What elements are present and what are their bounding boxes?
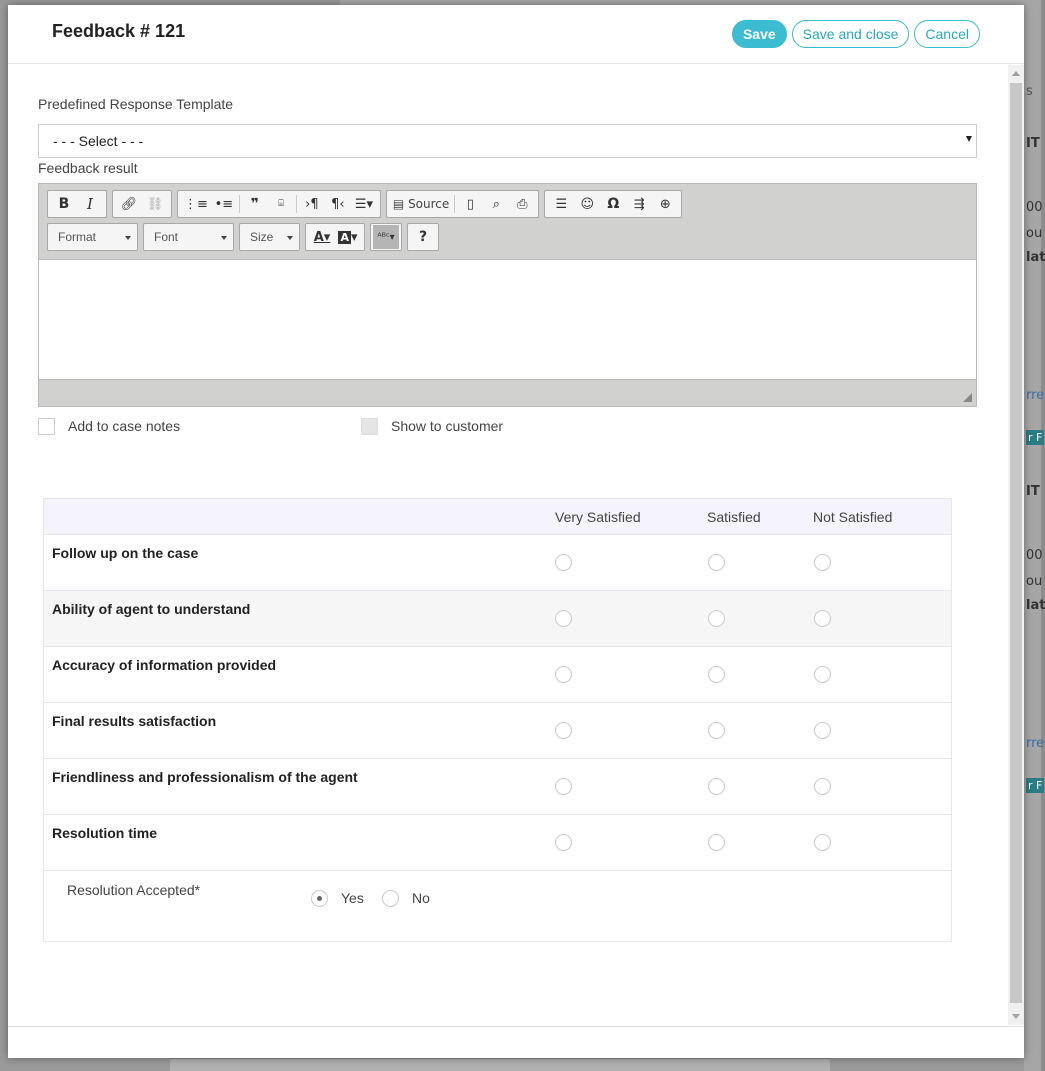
radio-very-satisfied[interactable] xyxy=(555,554,572,571)
background-bottom xyxy=(170,1058,830,1071)
survey-row xyxy=(44,591,951,647)
radio-satisfied[interactable] xyxy=(708,834,725,851)
radio-very-satisfied[interactable] xyxy=(555,610,572,627)
special-char-icon[interactable]: Ω xyxy=(607,196,620,212)
radio-satisfied[interactable] xyxy=(708,666,725,683)
toolbar-separator xyxy=(239,195,240,213)
radio-satisfied[interactable] xyxy=(708,722,725,739)
toolbar-group-insert xyxy=(544,190,682,218)
chevron-down-icon xyxy=(221,236,227,240)
radio-satisfied[interactable] xyxy=(708,610,725,627)
save-and-close-button[interactable]: Save and close xyxy=(792,20,910,48)
spellcheck-icon[interactable]: ᴬᴮᶜ▾ xyxy=(373,225,399,249)
format-dropdown[interactable] xyxy=(47,223,138,251)
survey-header xyxy=(44,499,951,535)
background-color-icon[interactable]: A ▾ xyxy=(340,229,358,245)
radio-very-satisfied[interactable] xyxy=(555,666,572,683)
satisfaction-survey xyxy=(43,498,952,942)
link-icon[interactable]: 🔗︎ xyxy=(120,196,138,212)
bg-fragment: r F xyxy=(1028,779,1043,792)
font-dropdown[interactable] xyxy=(143,223,234,251)
rtl-direction-icon[interactable]: ¶‹ xyxy=(331,196,345,212)
modal-scrollbar[interactable] xyxy=(1008,65,1024,1025)
column-very-satisfied: Very Satisfied xyxy=(555,509,641,525)
bg-fragment: s xyxy=(1026,84,1033,99)
text-color-icon[interactable]: A▾ xyxy=(313,229,331,245)
question-label: Final results satisfaction xyxy=(52,713,217,729)
rich-text-editor xyxy=(38,183,977,407)
radio-very-satisfied[interactable] xyxy=(555,722,572,739)
survey-row xyxy=(44,815,951,871)
chevron-down-icon xyxy=(125,236,131,240)
bg-fragment: rre xyxy=(1026,736,1045,751)
modal-body xyxy=(8,65,1008,1025)
bg-fragment: ou xyxy=(1026,226,1043,241)
format-dropdown-label: Format xyxy=(58,230,97,244)
toolbar-separator xyxy=(296,195,297,213)
radio-not-satisfied[interactable] xyxy=(814,554,831,571)
template-select-value: - - - Select - - - xyxy=(53,133,144,149)
column-not-satisfied: Not Satisfied xyxy=(813,509,893,525)
resolution-yes-radio[interactable] xyxy=(311,890,328,907)
source-icon: ▤ xyxy=(392,197,409,211)
toolbar-group-colors xyxy=(305,223,365,251)
modal-header xyxy=(8,5,1024,64)
toolbar-group-lists xyxy=(177,190,381,218)
div-container-icon[interactable]: ⌸ xyxy=(278,199,284,209)
question-label: Ability of agent to understand xyxy=(52,601,251,617)
scroll-down-icon[interactable] xyxy=(1012,1014,1020,1019)
survey-row xyxy=(44,535,951,591)
toolbar-group-help xyxy=(407,223,439,251)
page-break-icon[interactable]: ⇶ xyxy=(633,196,645,212)
add-to-case-notes-label: Add to case notes xyxy=(68,418,181,434)
resolution-accepted-label: Resolution Accepted* xyxy=(67,882,201,898)
bg-fragment: 00 xyxy=(1026,200,1043,215)
question-label: Resolution time xyxy=(52,825,158,841)
smiley-icon[interactable]: ☺ xyxy=(580,196,595,212)
toolbar-group-links xyxy=(112,190,172,218)
save-button[interactable]: Save xyxy=(732,20,787,48)
horizontal-rule-icon[interactable]: ☰ xyxy=(555,196,568,212)
radio-very-satisfied[interactable] xyxy=(555,778,572,795)
scroll-up-icon[interactable] xyxy=(1012,71,1020,76)
template-select[interactable] xyxy=(38,124,977,158)
ltr-direction-icon[interactable]: ›¶ xyxy=(305,196,319,212)
template-label: Predefined Response Template xyxy=(38,96,234,112)
question-label: Follow up on the case xyxy=(52,545,199,561)
survey-row xyxy=(44,703,951,759)
toolbar-separator xyxy=(454,195,455,213)
column-satisfied: Satisfied xyxy=(707,509,761,525)
radio-satisfied[interactable] xyxy=(708,554,725,571)
show-to-customer-label: Show to customer xyxy=(391,418,504,434)
editor-toolbar-row-1 xyxy=(47,190,682,218)
preview-icon[interactable]: ⌕ xyxy=(492,196,500,212)
resize-handle-icon[interactable] xyxy=(963,393,972,402)
show-to-customer-checkbox[interactable] xyxy=(361,418,378,435)
toolbar-group-document xyxy=(386,190,539,218)
font-dropdown-label: Font xyxy=(154,230,179,244)
bg-fragment: lat xyxy=(1026,250,1045,265)
bg-fragment: IT xyxy=(1026,136,1040,151)
radio-satisfied[interactable] xyxy=(708,778,725,795)
size-dropdown[interactable] xyxy=(239,223,300,251)
align-dropdown-icon[interactable]: ☰▾ xyxy=(354,196,373,212)
italic-button[interactable]: I xyxy=(87,195,93,213)
scroll-thumb[interactable] xyxy=(1010,83,1022,1003)
survey-row xyxy=(44,647,951,703)
resolution-yes-label: Yes xyxy=(341,890,364,906)
question-label: Friendliness and professionalism of the agent xyxy=(52,769,358,785)
source-button[interactable] xyxy=(390,192,452,216)
bg-fragment: r F xyxy=(1028,431,1043,444)
editor-content-area[interactable] xyxy=(39,259,976,380)
new-page-icon[interactable]: ▯ xyxy=(466,196,474,212)
bg-fragment: 00 xyxy=(1026,548,1043,563)
radio-not-satisfied[interactable] xyxy=(814,610,831,627)
feedback-modal xyxy=(8,5,1024,1058)
toolbar-group-basic xyxy=(47,190,107,218)
header-buttons xyxy=(732,20,980,48)
question-label: Accuracy of information provided xyxy=(52,657,277,673)
print-icon[interactable]: ⎙ xyxy=(517,196,528,212)
add-to-case-notes-checkbox[interactable] xyxy=(38,418,55,435)
chevron-down-icon xyxy=(287,236,293,240)
resolution-no-label: No xyxy=(412,890,430,906)
radio-not-satisfied[interactable] xyxy=(814,722,831,739)
radio-not-satisfied[interactable] xyxy=(814,834,831,851)
feedback-result-label: Feedback result xyxy=(38,160,138,176)
resolution-accepted-row xyxy=(44,871,951,941)
survey-row xyxy=(44,759,951,815)
radio-not-satisfied[interactable] xyxy=(814,666,831,683)
blockquote-icon[interactable]: ❞ xyxy=(250,196,260,212)
resolution-no-radio[interactable] xyxy=(382,890,399,907)
unlink-icon[interactable]: ⛓︎ xyxy=(146,196,164,212)
bg-fragment: rre xyxy=(1026,388,1045,403)
bg-fragment: IT xyxy=(1026,484,1040,499)
iframe-globe-icon[interactable]: ⊕ xyxy=(659,196,671,212)
modal-title: Feedback # 121 xyxy=(52,21,186,41)
chevron-down-icon xyxy=(966,136,972,142)
numbered-list-icon[interactable]: ⋮≡ xyxy=(184,196,208,212)
background-strip xyxy=(1024,0,1045,1071)
bg-fragment: ou xyxy=(1026,574,1043,589)
radio-not-satisfied[interactable] xyxy=(814,778,831,795)
cancel-button[interactable]: Cancel xyxy=(914,20,980,48)
bold-button[interactable]: B xyxy=(58,196,70,212)
editor-toolbar-row-2 xyxy=(47,223,439,251)
bulleted-list-icon[interactable]: •≡ xyxy=(214,196,234,212)
size-dropdown-label: Size xyxy=(250,230,274,244)
help-button[interactable]: ? xyxy=(418,229,428,245)
toolbar-group-spell xyxy=(370,223,402,251)
source-label: Source xyxy=(408,197,450,211)
radio-very-satisfied[interactable] xyxy=(555,834,572,851)
bg-fragment: lat xyxy=(1026,598,1045,613)
modal-footer xyxy=(8,1026,1024,1058)
